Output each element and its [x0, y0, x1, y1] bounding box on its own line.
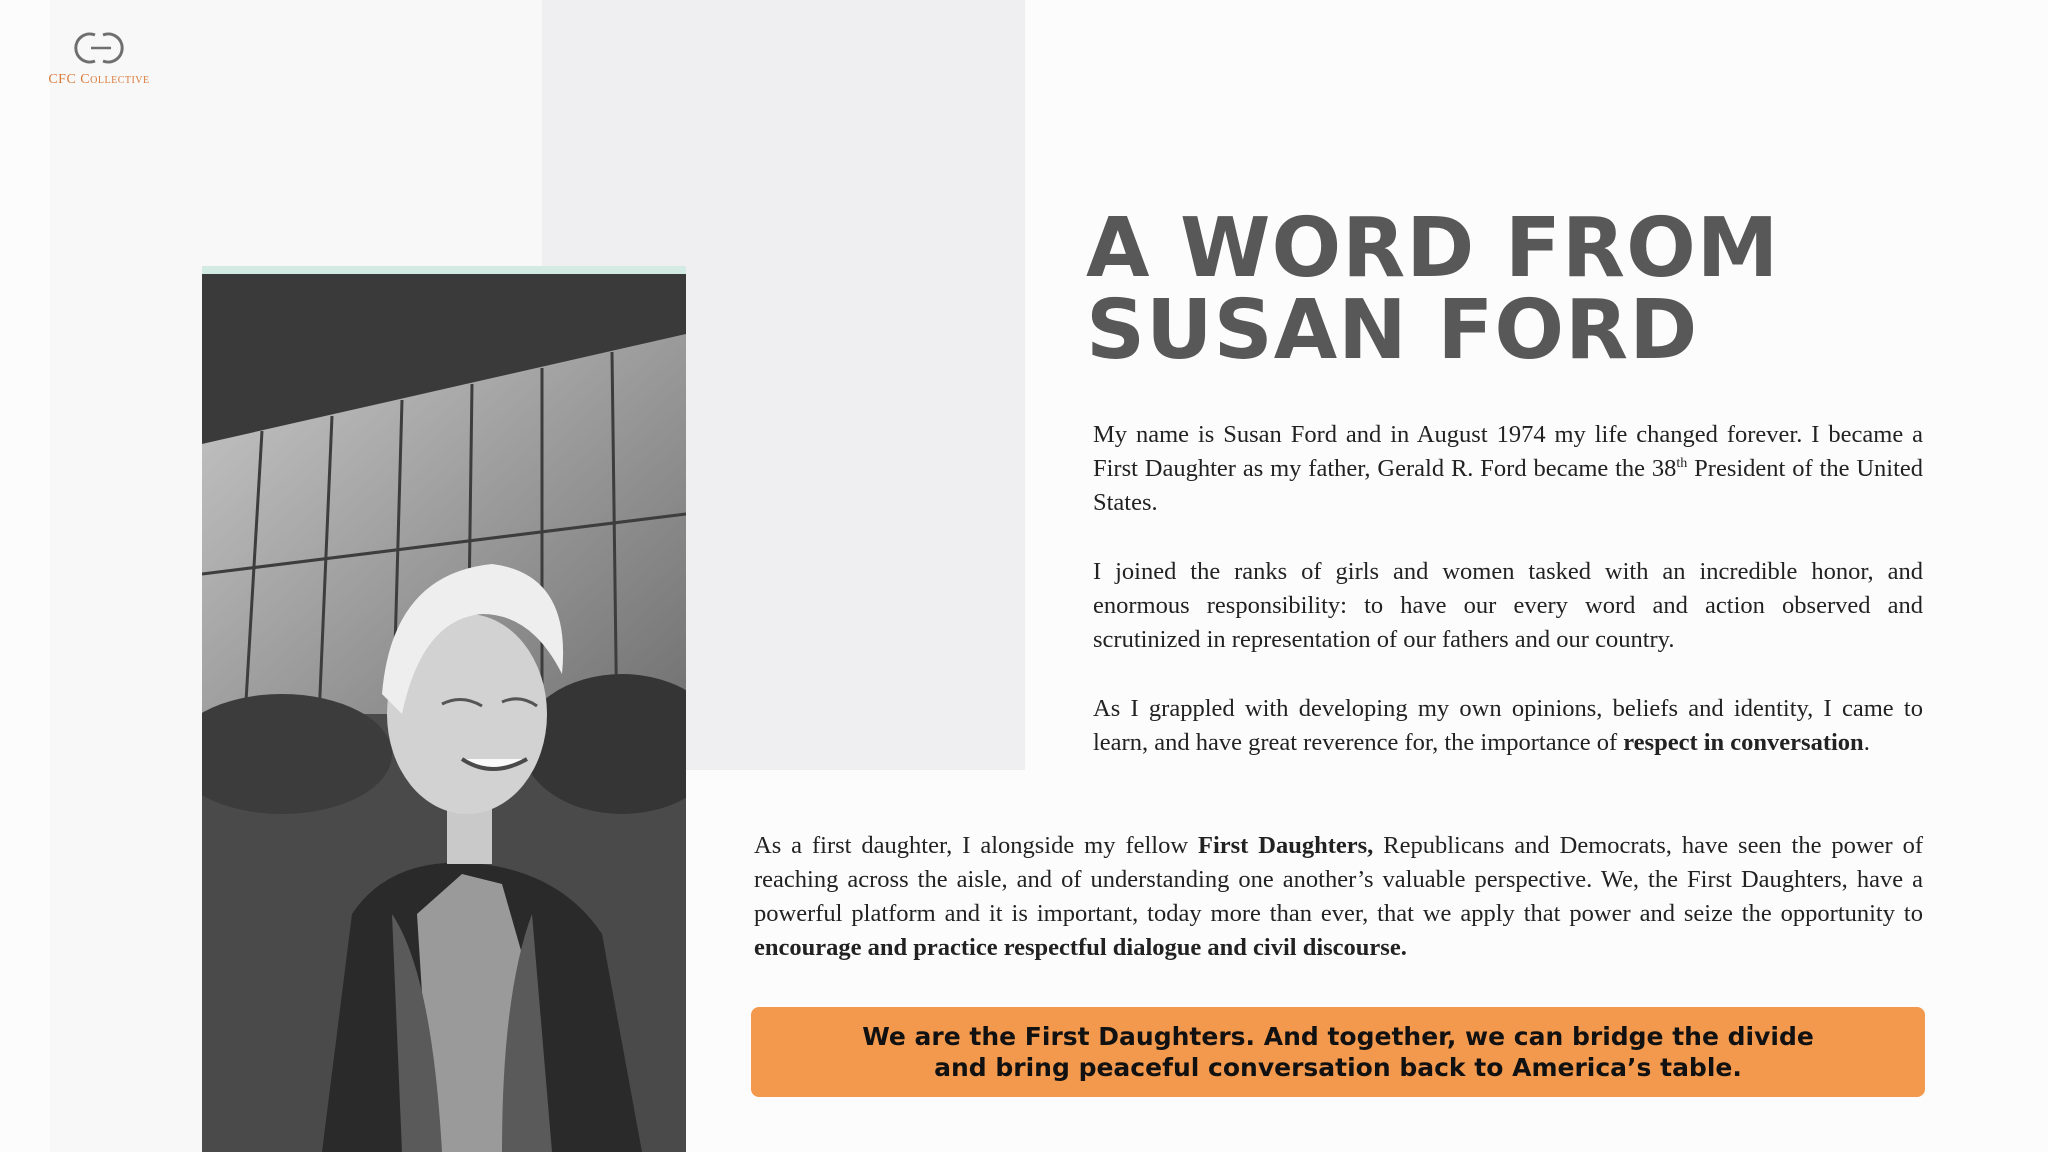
paragraph-fd-bold-b: encourage and practice respectful dialogue and civil discourse. — [754, 934, 1407, 961]
paragraph-fd-text-b: Republicans and Democrats, have seen the power of reaching across the aisle, and of understanding one another’s valuable perspective. We, the First Daughters, have a powerful platform and it is important, today more than ever, that we apply that power and seize the opportunity to — [754, 832, 1923, 927]
paragraph-respect-text-a: As I grappled with developing my own opinions, beliefs and identity, I came to learn, and have great reverence for, the importance of — [1093, 695, 1923, 756]
title-line-1: A WORD FROM — [1086, 201, 1780, 296]
interlocked-c-logo-icon — [61, 26, 137, 70]
paragraph-respect-text-b: . — [1863, 729, 1870, 756]
cfc-logo[interactable] — [34, 26, 164, 96]
callout-banner — [751, 1007, 1925, 1097]
paragraph-intro-text-a: My name is Susan Ford and in August 1974 my life changed forever. I became a First Daughter as my father, Gerald R. Ford became the 38 — [1093, 421, 1923, 482]
paragraph-intro — [1093, 418, 1923, 520]
paragraph-intro-text-b: President of the United States. — [1093, 455, 1923, 516]
logo-wordmark: CFC Collective — [48, 72, 150, 87]
paragraph-respect — [1093, 692, 1923, 760]
callout-line-1: We are the First Daughters. And together, we can bridge the divide — [862, 1022, 1814, 1051]
paragraph-respect-bold: respect in conversation — [1623, 729, 1864, 756]
paragraph-responsibility — [1093, 555, 1923, 657]
paragraph-responsibility-text: I joined the ranks of girls and women tasked with an incredible honor, and enormous responsibility: to have our every word and action observed and scrutinized in representation of our fathers and our country. — [1093, 558, 1923, 653]
susan-ford-portrait — [202, 274, 686, 1152]
paragraph-fd-text-a: As a first daughter, I alongside my fellow — [754, 832, 1198, 859]
ordinal-superscript: th — [1676, 455, 1688, 471]
page-title — [1086, 201, 1986, 378]
paragraph-first-daughters — [754, 829, 1923, 965]
paragraph-fd-bold-a: First Daughters, — [1197, 832, 1374, 859]
callout-line-2: and bring peaceful conversation back to America’s table. — [934, 1053, 1742, 1082]
title-line-2: SUSAN FORD — [1086, 283, 1699, 378]
photo-accent-bar — [202, 266, 686, 274]
